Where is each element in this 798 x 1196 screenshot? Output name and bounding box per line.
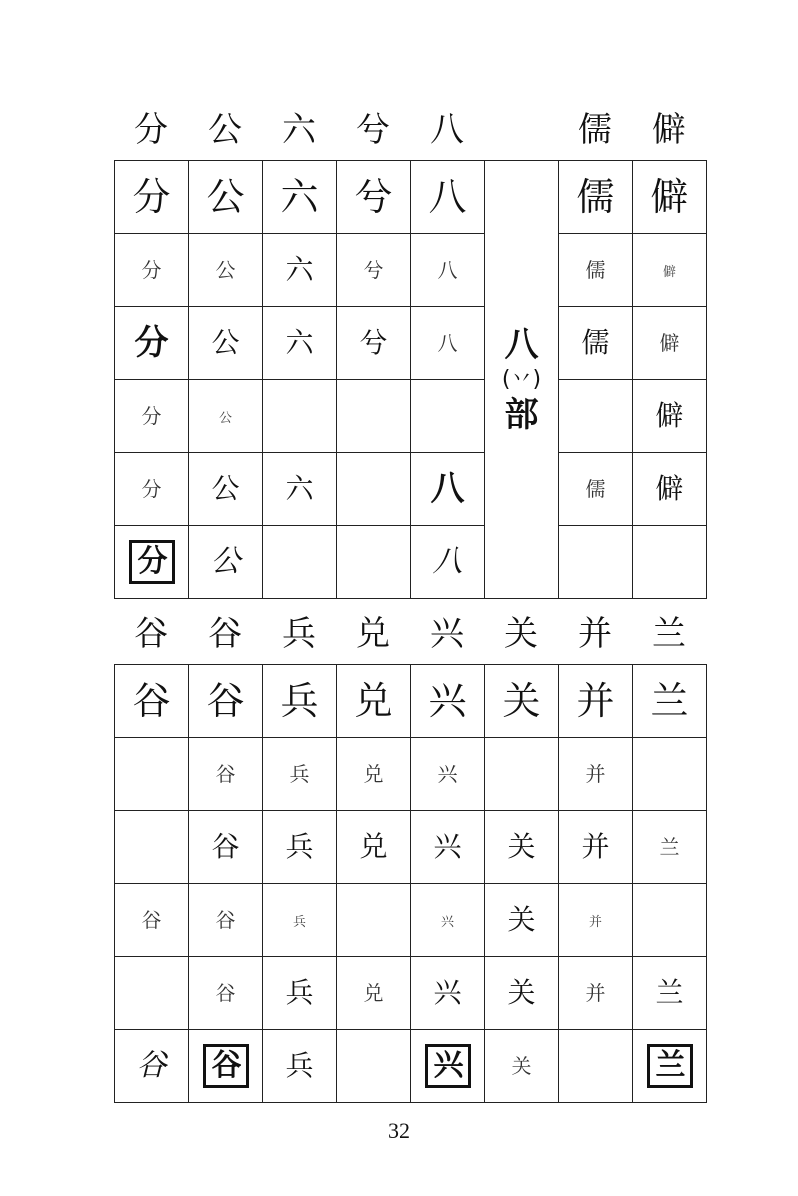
glyph-image: 僻 bbox=[655, 399, 684, 432]
seal-glyph-image: 兵 bbox=[285, 1049, 314, 1082]
glyph-cell bbox=[189, 665, 263, 738]
radical-top: 八 bbox=[504, 324, 539, 365]
glyph-cell bbox=[263, 1030, 337, 1103]
seal-glyph-image: 分 bbox=[129, 540, 175, 584]
glyph-cell bbox=[633, 453, 707, 526]
glyph-cell bbox=[337, 738, 411, 811]
seal-glyph-image: 兰 bbox=[647, 1044, 693, 1088]
empty-cell bbox=[337, 1030, 411, 1103]
glyph-image: 兵 bbox=[285, 976, 314, 1009]
table-row bbox=[115, 811, 707, 884]
table-row bbox=[115, 1030, 707, 1103]
table-row bbox=[115, 234, 707, 307]
empty-cell bbox=[485, 738, 559, 811]
glyph-image: 兴 bbox=[433, 830, 462, 863]
table-row bbox=[115, 526, 707, 599]
glyph-image: 分 bbox=[141, 257, 162, 282]
glyph-image: 关 bbox=[507, 830, 536, 863]
glyph-image: 公 bbox=[211, 472, 240, 505]
glyph-image: 关 bbox=[507, 903, 536, 936]
glyph-cell bbox=[263, 234, 337, 307]
glyph-image: 分 bbox=[134, 323, 169, 363]
glyph-image: 谷 bbox=[141, 907, 162, 932]
seal-glyph-image: 公 bbox=[210, 544, 241, 579]
glyph-cell bbox=[337, 811, 411, 884]
empty-cell bbox=[633, 526, 707, 599]
glyph-cell bbox=[485, 884, 559, 957]
glyph-image: 兵 bbox=[289, 761, 310, 786]
empty-cell bbox=[115, 738, 189, 811]
glyph-cell bbox=[189, 884, 263, 957]
glyph-image: 谷 bbox=[206, 679, 245, 723]
glyph-image: 兴 bbox=[428, 679, 467, 723]
empty-cell bbox=[115, 957, 189, 1030]
glyph-cell bbox=[633, 665, 707, 738]
glyph-cell bbox=[485, 811, 559, 884]
block2-header-char-7: 并 bbox=[578, 614, 612, 654]
block2-header-char-6: 关 bbox=[504, 614, 538, 654]
table-row bbox=[115, 884, 707, 957]
glyph-cell bbox=[189, 526, 263, 599]
block2-header-char-8: 兰 bbox=[652, 614, 686, 654]
glyph-image: 分 bbox=[141, 403, 162, 428]
seal-glyph-image: 关 bbox=[511, 1053, 532, 1078]
block2-header-char-5: 兴 bbox=[430, 614, 464, 654]
block2-header-char-2: 谷 bbox=[208, 614, 242, 654]
glyph-cell bbox=[559, 161, 633, 234]
glyph-cell bbox=[559, 957, 633, 1030]
glyph-image: 兮 bbox=[363, 257, 384, 282]
glyph-cell bbox=[411, 811, 485, 884]
block2-header-char-1: 谷 bbox=[134, 614, 168, 654]
table-row bbox=[115, 307, 707, 380]
glyph-image: 儒 bbox=[585, 257, 606, 282]
glyph-image: 并 bbox=[588, 914, 602, 930]
glyph-cell bbox=[115, 380, 189, 453]
glyph-image: 兑 bbox=[354, 679, 393, 723]
glyph-cell bbox=[115, 234, 189, 307]
glyph-cell bbox=[411, 234, 485, 307]
glyph-image: 兮 bbox=[354, 175, 393, 219]
glyph-image: 八 bbox=[428, 175, 467, 219]
glyph-image: 并 bbox=[585, 761, 606, 786]
glyph-cell bbox=[633, 234, 707, 307]
glyph-cell bbox=[337, 161, 411, 234]
block1-header bbox=[114, 110, 706, 150]
glyph-image: 公 bbox=[206, 175, 245, 219]
glyph-image: 僻 bbox=[662, 264, 676, 280]
glyph-image: 关 bbox=[507, 976, 536, 1009]
glyph-image: 并 bbox=[585, 980, 606, 1005]
glyph-cell bbox=[337, 665, 411, 738]
glyph-cell bbox=[411, 957, 485, 1030]
block2-header bbox=[114, 614, 706, 654]
table-row bbox=[115, 453, 707, 526]
glyph-cell bbox=[633, 811, 707, 884]
glyph-image: 八 bbox=[437, 330, 458, 355]
glyph-cell bbox=[337, 957, 411, 1030]
table-row bbox=[115, 665, 707, 738]
block1-header-char-6 bbox=[484, 110, 558, 150]
block2-header-char-3: 兵 bbox=[282, 614, 316, 654]
radical-cell bbox=[485, 161, 559, 599]
empty-cell bbox=[263, 526, 337, 599]
glyph-cell bbox=[189, 380, 263, 453]
table-row bbox=[115, 957, 707, 1030]
glyph-image: 并 bbox=[581, 830, 610, 863]
glyph-image: 兴 bbox=[440, 914, 454, 930]
empty-cell bbox=[115, 811, 189, 884]
glyph-image: 兰 bbox=[650, 679, 689, 723]
table-row bbox=[115, 738, 707, 811]
empty-cell bbox=[337, 453, 411, 526]
glyph-cell bbox=[189, 957, 263, 1030]
glyph-image: 兴 bbox=[437, 761, 458, 786]
glyph-cell bbox=[559, 738, 633, 811]
glyph-image: 兰 bbox=[655, 976, 684, 1009]
glyph-cell bbox=[115, 1030, 189, 1103]
glyph-cell bbox=[189, 307, 263, 380]
glyph-image: 公 bbox=[211, 326, 240, 359]
glyph-image: 兵 bbox=[280, 679, 319, 723]
glyph-image: 兵 bbox=[292, 914, 306, 930]
glyph-image: 关 bbox=[502, 679, 541, 723]
empty-cell bbox=[633, 738, 707, 811]
glyph-cell bbox=[485, 957, 559, 1030]
glyph-cell bbox=[485, 1030, 559, 1103]
empty-cell bbox=[559, 526, 633, 599]
empty-cell bbox=[337, 884, 411, 957]
glyph-cell bbox=[411, 738, 485, 811]
empty-cell bbox=[633, 884, 707, 957]
glyph-image: 儒 bbox=[585, 476, 606, 501]
glyph-image: 八 bbox=[430, 469, 465, 509]
glyph-image: 六 bbox=[285, 326, 314, 359]
glyph-image: 六 bbox=[285, 253, 314, 286]
glyph-image: 儒 bbox=[576, 175, 615, 219]
glyph-image: 兑 bbox=[363, 761, 384, 786]
glyph-cell bbox=[189, 1030, 263, 1103]
glyph-cell bbox=[633, 161, 707, 234]
glyph-image: 僻 bbox=[659, 330, 680, 355]
glyph-cell bbox=[337, 307, 411, 380]
block1-header-char-7: 儒 bbox=[578, 110, 612, 150]
block1-header-char-8: 僻 bbox=[652, 110, 686, 150]
glyph-cell bbox=[115, 307, 189, 380]
glyph-cell bbox=[559, 307, 633, 380]
radical-variant: (丷) bbox=[501, 366, 542, 392]
glyph-cell bbox=[411, 307, 485, 380]
glyph-image: 谷 bbox=[211, 830, 240, 863]
glyph-image: 僻 bbox=[650, 175, 689, 219]
radical-bottom: 部 bbox=[504, 394, 539, 435]
glyph-cell bbox=[559, 234, 633, 307]
empty-cell bbox=[337, 380, 411, 453]
block2-glyph-table bbox=[114, 664, 707, 1103]
glyph-image: 谷 bbox=[215, 980, 236, 1005]
glyph-cell bbox=[633, 307, 707, 380]
empty-cell bbox=[411, 380, 485, 453]
glyph-image: 公 bbox=[215, 257, 236, 282]
glyph-image: 谷 bbox=[215, 907, 236, 932]
glyph-cell bbox=[263, 665, 337, 738]
seal-glyph-image: 八 bbox=[432, 544, 463, 579]
empty-cell bbox=[263, 380, 337, 453]
glyph-cell bbox=[633, 957, 707, 1030]
glyph-cell bbox=[263, 957, 337, 1030]
radical-label bbox=[485, 323, 558, 437]
glyph-image: 兰 bbox=[659, 834, 680, 859]
glyph-cell bbox=[337, 234, 411, 307]
glyph-image: 兮 bbox=[359, 326, 388, 359]
glyph-image: 兑 bbox=[359, 830, 388, 863]
glyph-image: 八 bbox=[437, 257, 458, 282]
glyph-cell bbox=[115, 884, 189, 957]
table-row bbox=[115, 380, 707, 453]
glyph-cell bbox=[633, 1030, 707, 1103]
glyph-cell bbox=[633, 380, 707, 453]
glyph-image: 公 bbox=[218, 410, 232, 426]
glyph-cell bbox=[411, 1030, 485, 1103]
glyph-cell bbox=[115, 453, 189, 526]
empty-cell bbox=[337, 526, 411, 599]
glyph-cell bbox=[189, 234, 263, 307]
glyph-cell bbox=[263, 161, 337, 234]
glyph-image: 六 bbox=[285, 472, 314, 505]
glyph-cell bbox=[411, 161, 485, 234]
glyph-image: 谷 bbox=[215, 761, 236, 786]
glyph-image: 并 bbox=[576, 679, 615, 723]
glyph-cell bbox=[411, 526, 485, 599]
glyph-cell bbox=[411, 665, 485, 738]
glyph-image: 儒 bbox=[581, 326, 610, 359]
glyph-image: 分 bbox=[132, 175, 171, 219]
glyph-cell bbox=[559, 665, 633, 738]
empty-cell bbox=[559, 1030, 633, 1103]
glyph-image: 僻 bbox=[655, 472, 684, 505]
glyph-cell bbox=[411, 453, 485, 526]
glyph-cell bbox=[559, 811, 633, 884]
block1-glyph-table bbox=[114, 160, 707, 599]
block2-header-char-4: 兑 bbox=[356, 614, 390, 654]
glyph-cell bbox=[263, 884, 337, 957]
glyph-cell bbox=[263, 307, 337, 380]
page-number: 32 bbox=[388, 1118, 410, 1143]
glyph-cell bbox=[263, 811, 337, 884]
glyph-cell bbox=[263, 738, 337, 811]
glyph-image: 六 bbox=[280, 175, 319, 219]
glyph-cell bbox=[115, 526, 189, 599]
seal-glyph-image: 谷 bbox=[203, 1044, 249, 1088]
glyph-image: 兵 bbox=[285, 830, 314, 863]
glyph-cell bbox=[189, 453, 263, 526]
empty-cell bbox=[559, 380, 633, 453]
block1-header-char-1: 分 bbox=[134, 110, 168, 150]
glyph-image: 分 bbox=[141, 476, 162, 501]
glyph-cell bbox=[189, 811, 263, 884]
glyph-cell bbox=[559, 453, 633, 526]
glyph-cell bbox=[115, 161, 189, 234]
glyph-cell bbox=[115, 665, 189, 738]
glyph-image: 谷 bbox=[132, 679, 171, 723]
block1-header-char-4: 兮 bbox=[356, 110, 390, 150]
seal-glyph-image: 谷 bbox=[136, 1048, 167, 1083]
glyph-image: 兑 bbox=[363, 980, 384, 1005]
glyph-image: 兴 bbox=[433, 976, 462, 1009]
seal-glyph-image: 兴 bbox=[425, 1044, 471, 1088]
block1-header-char-2: 公 bbox=[208, 110, 242, 150]
table-row bbox=[115, 161, 707, 234]
glyph-cell bbox=[485, 665, 559, 738]
glyph-cell bbox=[559, 884, 633, 957]
block1-header-char-5: 八 bbox=[430, 110, 464, 150]
glyph-cell bbox=[189, 738, 263, 811]
glyph-cell bbox=[189, 161, 263, 234]
block1-header-char-3: 六 bbox=[282, 110, 316, 150]
glyph-cell bbox=[263, 453, 337, 526]
glyph-cell bbox=[411, 884, 485, 957]
